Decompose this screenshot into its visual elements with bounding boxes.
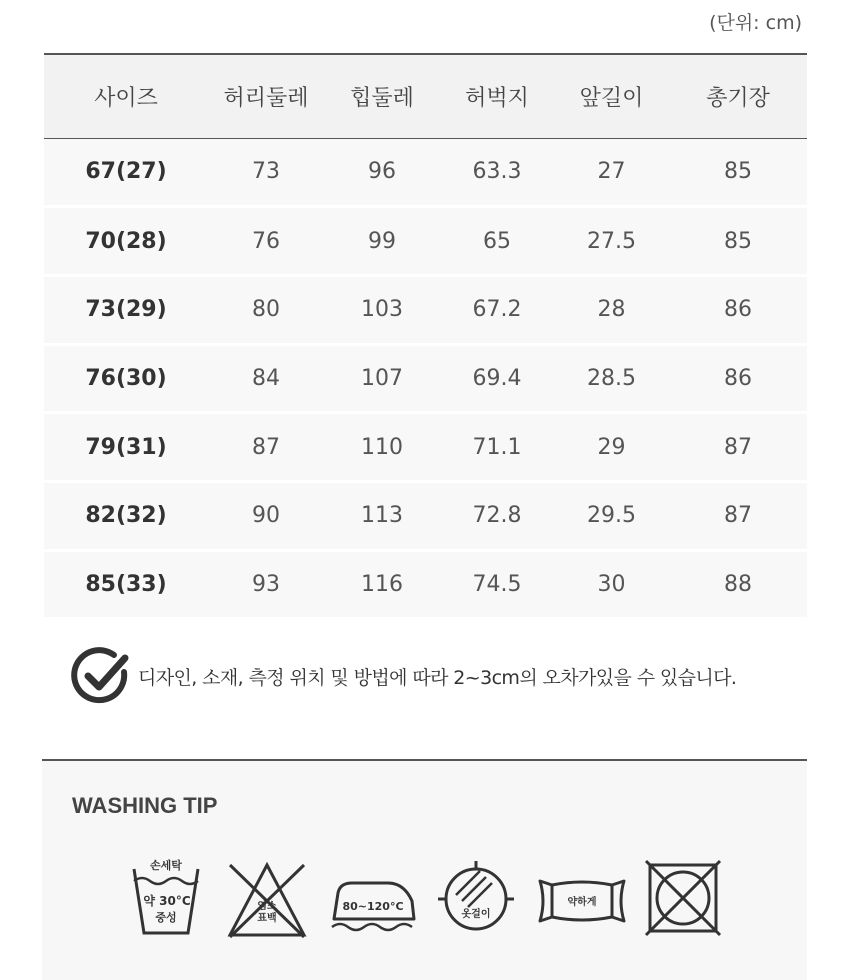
table-row bbox=[44, 207, 807, 276]
cell-front-rise: 27.5 bbox=[554, 207, 669, 276]
cell-thigh: 74.5 bbox=[440, 550, 554, 619]
cell-hip: 110 bbox=[324, 413, 440, 482]
no-bleach-label-2: 표백 bbox=[257, 913, 277, 924]
cell-total-length: 88 bbox=[669, 550, 807, 619]
header-size: 사이즈 bbox=[44, 54, 208, 138]
no-bleach-label-1: 염소 bbox=[257, 901, 277, 912]
cell-hip: 113 bbox=[324, 481, 440, 550]
cell-hip: 99 bbox=[324, 207, 440, 276]
hand-wash-icon bbox=[130, 855, 202, 941]
cell-waist: 84 bbox=[208, 344, 324, 413]
header-front-rise: 앞길이 bbox=[554, 54, 669, 138]
table-row bbox=[44, 344, 807, 413]
cell-total-length: 86 bbox=[669, 275, 807, 344]
cell-thigh: 67.2 bbox=[440, 275, 554, 344]
iron-temp: 80~120°C bbox=[342, 900, 404, 913]
cell-size: 70(28) bbox=[44, 207, 208, 276]
hanger-dry-icon bbox=[436, 855, 516, 941]
cell-total-length: 87 bbox=[669, 413, 807, 482]
cell-front-rise: 29 bbox=[554, 413, 669, 482]
cell-hip: 116 bbox=[324, 550, 440, 619]
cell-waist: 87 bbox=[208, 413, 324, 482]
no-bleach-icon bbox=[222, 855, 312, 941]
header-total-length: 총기장 bbox=[669, 54, 807, 138]
cell-size: 67(27) bbox=[44, 138, 208, 207]
cell-total-length: 86 bbox=[669, 344, 807, 413]
cell-size: 73(29) bbox=[44, 275, 208, 344]
cell-total-length: 85 bbox=[669, 207, 807, 276]
unit-label: (단위: cm) bbox=[709, 12, 802, 34]
table-row bbox=[44, 413, 807, 482]
cell-thigh: 65 bbox=[440, 207, 554, 276]
check-circle-icon bbox=[70, 646, 130, 706]
table-row bbox=[44, 550, 807, 619]
cell-front-rise: 28 bbox=[554, 275, 669, 344]
cell-waist: 76 bbox=[208, 207, 324, 276]
header-waist: 허리둘레 bbox=[208, 54, 324, 138]
cell-size: 85(33) bbox=[44, 550, 208, 619]
cell-waist: 80 bbox=[208, 275, 324, 344]
gentle-wring-icon bbox=[536, 855, 628, 941]
cell-front-rise: 29.5 bbox=[554, 481, 669, 550]
table-row bbox=[44, 481, 807, 550]
notice bbox=[70, 646, 736, 706]
cell-front-rise: 27 bbox=[554, 138, 669, 207]
cell-thigh: 71.1 bbox=[440, 413, 554, 482]
cell-hip: 96 bbox=[324, 138, 440, 207]
cell-waist: 73 bbox=[208, 138, 324, 207]
hand-wash-temp: 약 30°C bbox=[143, 894, 191, 908]
hanger-label: 옷걸이 bbox=[461, 909, 491, 920]
cell-thigh: 72.8 bbox=[440, 481, 554, 550]
cell-front-rise: 30 bbox=[554, 550, 669, 619]
cell-size: 79(31) bbox=[44, 413, 208, 482]
table-row bbox=[44, 138, 807, 207]
cell-size: 76(30) bbox=[44, 344, 208, 413]
washing-icons bbox=[42, 855, 807, 955]
wring-label: 약하게 bbox=[567, 897, 597, 908]
cell-size: 82(32) bbox=[44, 481, 208, 550]
no-tumble-dry-icon bbox=[642, 855, 722, 941]
header-thigh: 허벅지 bbox=[440, 54, 554, 138]
size-table bbox=[44, 53, 807, 620]
cell-hip: 103 bbox=[324, 275, 440, 344]
washing-tip-title: WASHING TIP bbox=[72, 793, 218, 818]
washing-tip-section bbox=[42, 759, 807, 980]
cell-thigh: 69.4 bbox=[440, 344, 554, 413]
cell-thigh: 63.3 bbox=[440, 138, 554, 207]
cell-hip: 107 bbox=[324, 344, 440, 413]
header-hip: 힙둘레 bbox=[324, 54, 440, 138]
notice-text: 디자인, 소재, 측정 위치 및 방법에 따라 2~3cm의 오차가있을 수 있습니다. bbox=[138, 666, 737, 689]
hand-wash-detergent: 중성 bbox=[155, 911, 177, 924]
cell-total-length: 87 bbox=[669, 481, 807, 550]
hand-wash-label: 손세탁 bbox=[150, 859, 182, 872]
cell-waist: 90 bbox=[208, 481, 324, 550]
table-header-row bbox=[44, 54, 807, 138]
cell-waist: 93 bbox=[208, 550, 324, 619]
table-row bbox=[44, 275, 807, 344]
iron-icon bbox=[326, 855, 418, 941]
cell-front-rise: 28.5 bbox=[554, 344, 669, 413]
cell-total-length: 85 bbox=[669, 138, 807, 207]
